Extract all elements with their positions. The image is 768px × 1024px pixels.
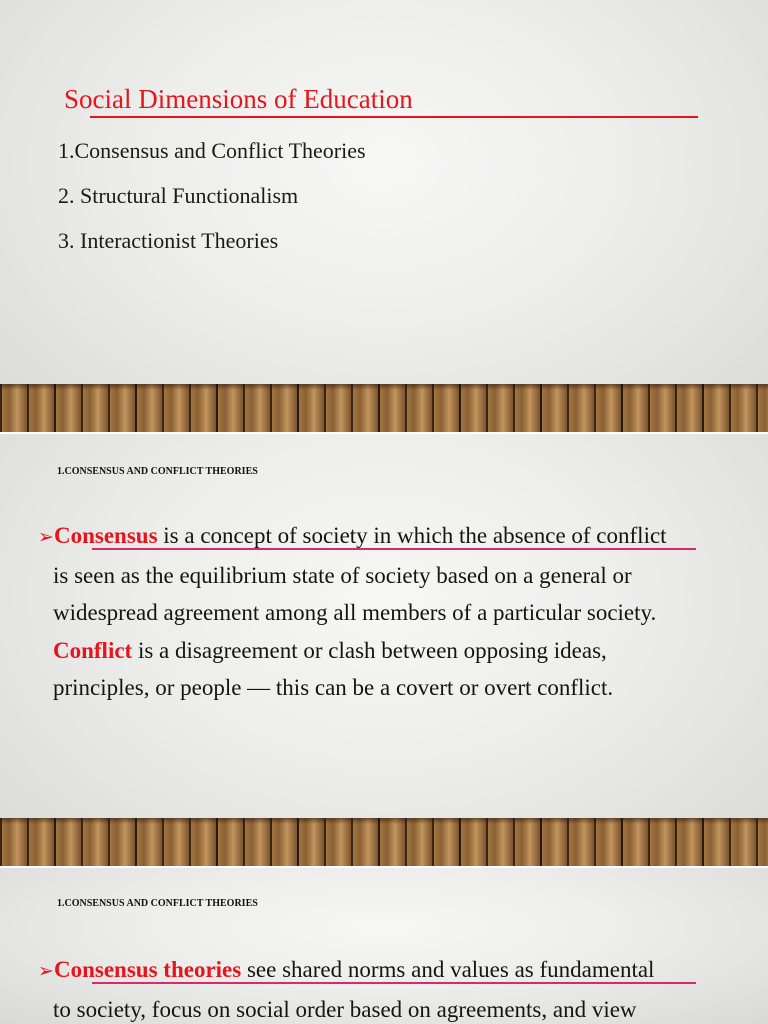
paragraph-line: to society, focus on social order based on agreements, and view [53,996,637,1022]
title-underline [90,116,698,118]
emphasis-underline [92,982,696,984]
list-item: 2. Structural Functionalism [58,183,299,208]
arrow-bullet-icon: ➢ [38,961,54,982]
wood-grain-decoration [0,384,768,432]
slide-2 [0,434,768,866]
arrow-bullet-icon: ➢ [38,527,54,548]
paragraph-line [38,517,754,557]
paragraph-line [38,951,754,991]
emphasis-underline [92,548,696,550]
slide-1 [0,0,768,432]
wood-grain-decoration [0,818,768,866]
paragraph [38,951,754,1024]
paragraph-line [38,632,754,670]
paragraph-line: widespread agreement among all members of a particular society. [53,600,657,625]
paragraph [38,517,754,707]
slide-3 [0,868,768,1024]
slide-heading: 1.CONSENSUS AND CONFLICT THEORIES [57,898,258,909]
line-text: is a disagreement or clash between opposing ideas, [132,637,607,663]
keyword-conflict: Conflict [53,637,133,663]
slide-heading: 1.CONSENSUS AND CONFLICT THEORIES [57,466,258,477]
slide-title: Social Dimensions of Education [64,84,413,114]
paragraph-line: is seen as the equilibrium state of society based on a general or [53,562,632,588]
list-item: 1.Consensus and Conflict Theories [58,138,366,163]
paragraph-line: principles, or people — this can be a covert or overt conflict. [53,675,614,700]
line-text: is a concept of society in which the absence of conflict [157,523,667,548]
keyword-consensus: Consensus [54,523,158,548]
list-item: 3. Interactionist Theories [58,228,279,253]
keyword-consensus-theories: Consensus theories [54,957,242,982]
line-text: see shared norms and values as fundamental [241,957,655,982]
